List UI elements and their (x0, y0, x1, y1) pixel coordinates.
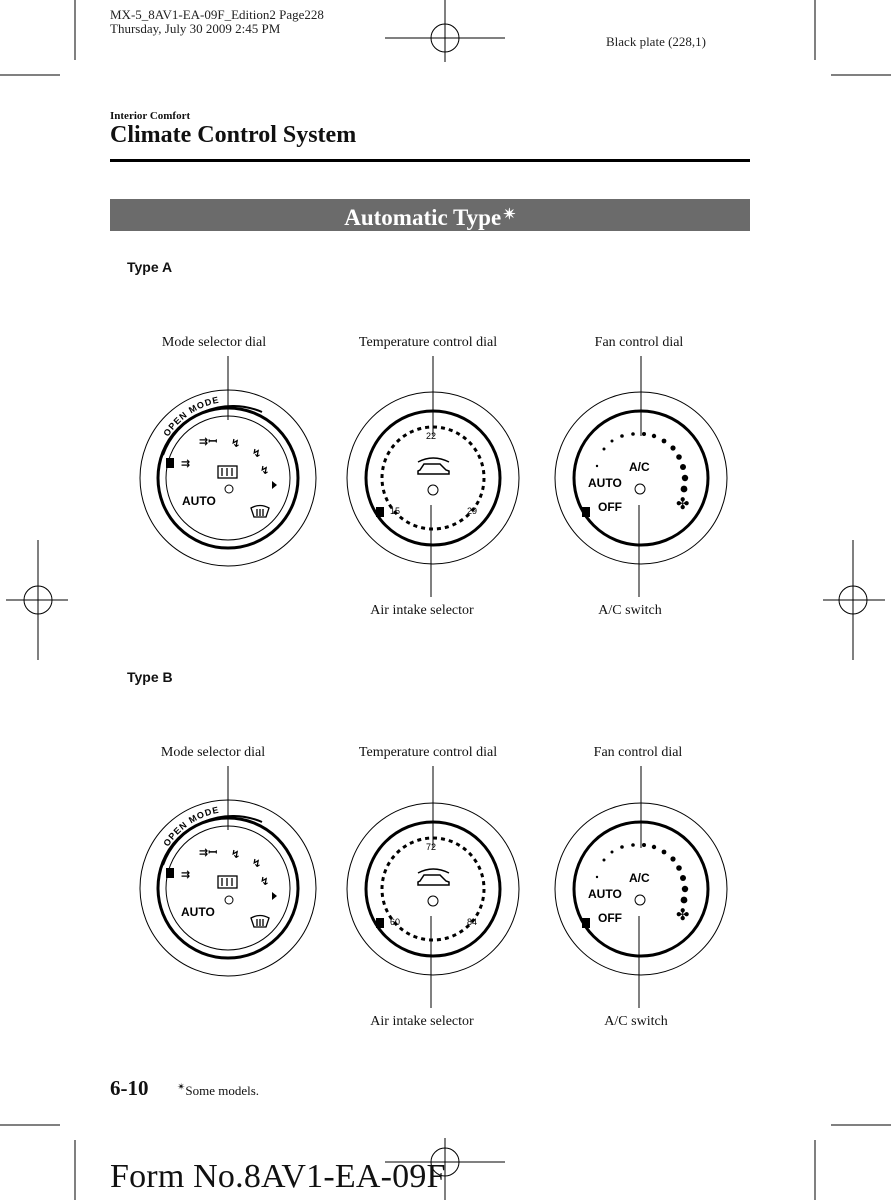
auto-label: AUTO (182, 494, 216, 508)
temp-mid: 22 (426, 431, 437, 441)
type-a-intake-caption: Air intake selector (370, 603, 474, 618)
file-line: MX-5_8AV1-EA-09F_Edition2 Page228 (110, 7, 324, 22)
car-recirculation-icon (418, 869, 449, 885)
open-mode-label: OPEN MODE (161, 804, 221, 849)
type-b-ac-caption: A/C switch (604, 1014, 668, 1029)
ac-button (635, 895, 645, 905)
temp-min: 15 (390, 506, 401, 516)
auto-label: AUTO (181, 905, 215, 919)
svg-text:⇉ꟷ: ⇉ꟷ (199, 847, 218, 859)
type-b-temp-caption: Temperature control dial (358, 745, 498, 760)
svg-text:↯: ↯ (260, 465, 270, 477)
footnote-text: Some models. (185, 1083, 260, 1098)
type-b-fan-caption: Fan control dial (593, 745, 683, 760)
svg-text:↯: ↯ (252, 858, 262, 870)
vent-icon (181, 847, 269, 888)
indicator-mark (376, 918, 384, 928)
mode-indicator-light (225, 896, 233, 904)
windshield-defrost-icon (251, 916, 269, 928)
auto-label: AUTO (588, 476, 622, 490)
off-label: OFF (598, 500, 622, 514)
indicator-mark (166, 868, 174, 878)
svg-text:↯: ↯ (231, 438, 241, 450)
svg-text:↯: ↯ (252, 448, 262, 460)
ac-label: A/C (629, 871, 650, 885)
date-line: Thursday, July 30 2009 2:45 PM (110, 21, 281, 36)
type-b-intake-caption: Air intake selector (370, 1014, 474, 1029)
fan-icon: ✤ (676, 496, 690, 513)
ac-label: A/C (629, 460, 650, 474)
page-number: 6-10 (110, 1076, 149, 1100)
svg-text:↯: ↯ (231, 849, 241, 861)
open-mode-label: OPEN MODE (161, 394, 221, 439)
type-b-mode-caption: Mode selector dial (160, 745, 266, 760)
footnote (177, 1082, 259, 1099)
type-b-label: Type B (127, 669, 173, 685)
type-a-mode-caption: Mode selector dial (161, 335, 267, 350)
svg-text:⇉: ⇉ (181, 869, 191, 881)
page-title: Climate Control System (110, 122, 357, 148)
auto-label: AUTO (588, 887, 622, 901)
plate-label: Black plate (228,1) (606, 34, 706, 49)
off-label: OFF (598, 911, 622, 925)
banner-marker: ✴ (503, 207, 516, 223)
type-a-label: Type A (127, 259, 173, 275)
banner-text: Automatic Type (344, 205, 502, 230)
temp-mid: 72 (426, 842, 437, 852)
form-number: Form No.8AV1-EA-09F (110, 1158, 446, 1195)
section-label: Interior Comfort (110, 110, 191, 122)
type-a-ac-caption: A/C switch (598, 603, 662, 618)
max-defrost-icon (218, 876, 237, 888)
svg-text:⇉: ⇉ (181, 458, 191, 470)
air-intake-button (428, 896, 438, 906)
type-b-mode-dial (140, 800, 316, 976)
svg-text:⇉ꟷ: ⇉ꟷ (199, 436, 218, 448)
fan-icon: ✤ (676, 907, 690, 924)
indicator-mark (582, 918, 590, 928)
type-a-fan-caption: Fan control dial (594, 335, 684, 350)
temp-max: 84 (467, 917, 478, 927)
svg-text:↯: ↯ (260, 876, 270, 888)
pointer-triangle (272, 892, 277, 900)
footnote-marker: ✴ (177, 1082, 186, 1093)
temp-min: 60 (390, 917, 401, 927)
temp-max: 29 (467, 506, 478, 516)
type-a-temp-caption: Temperature control dial (358, 335, 498, 350)
